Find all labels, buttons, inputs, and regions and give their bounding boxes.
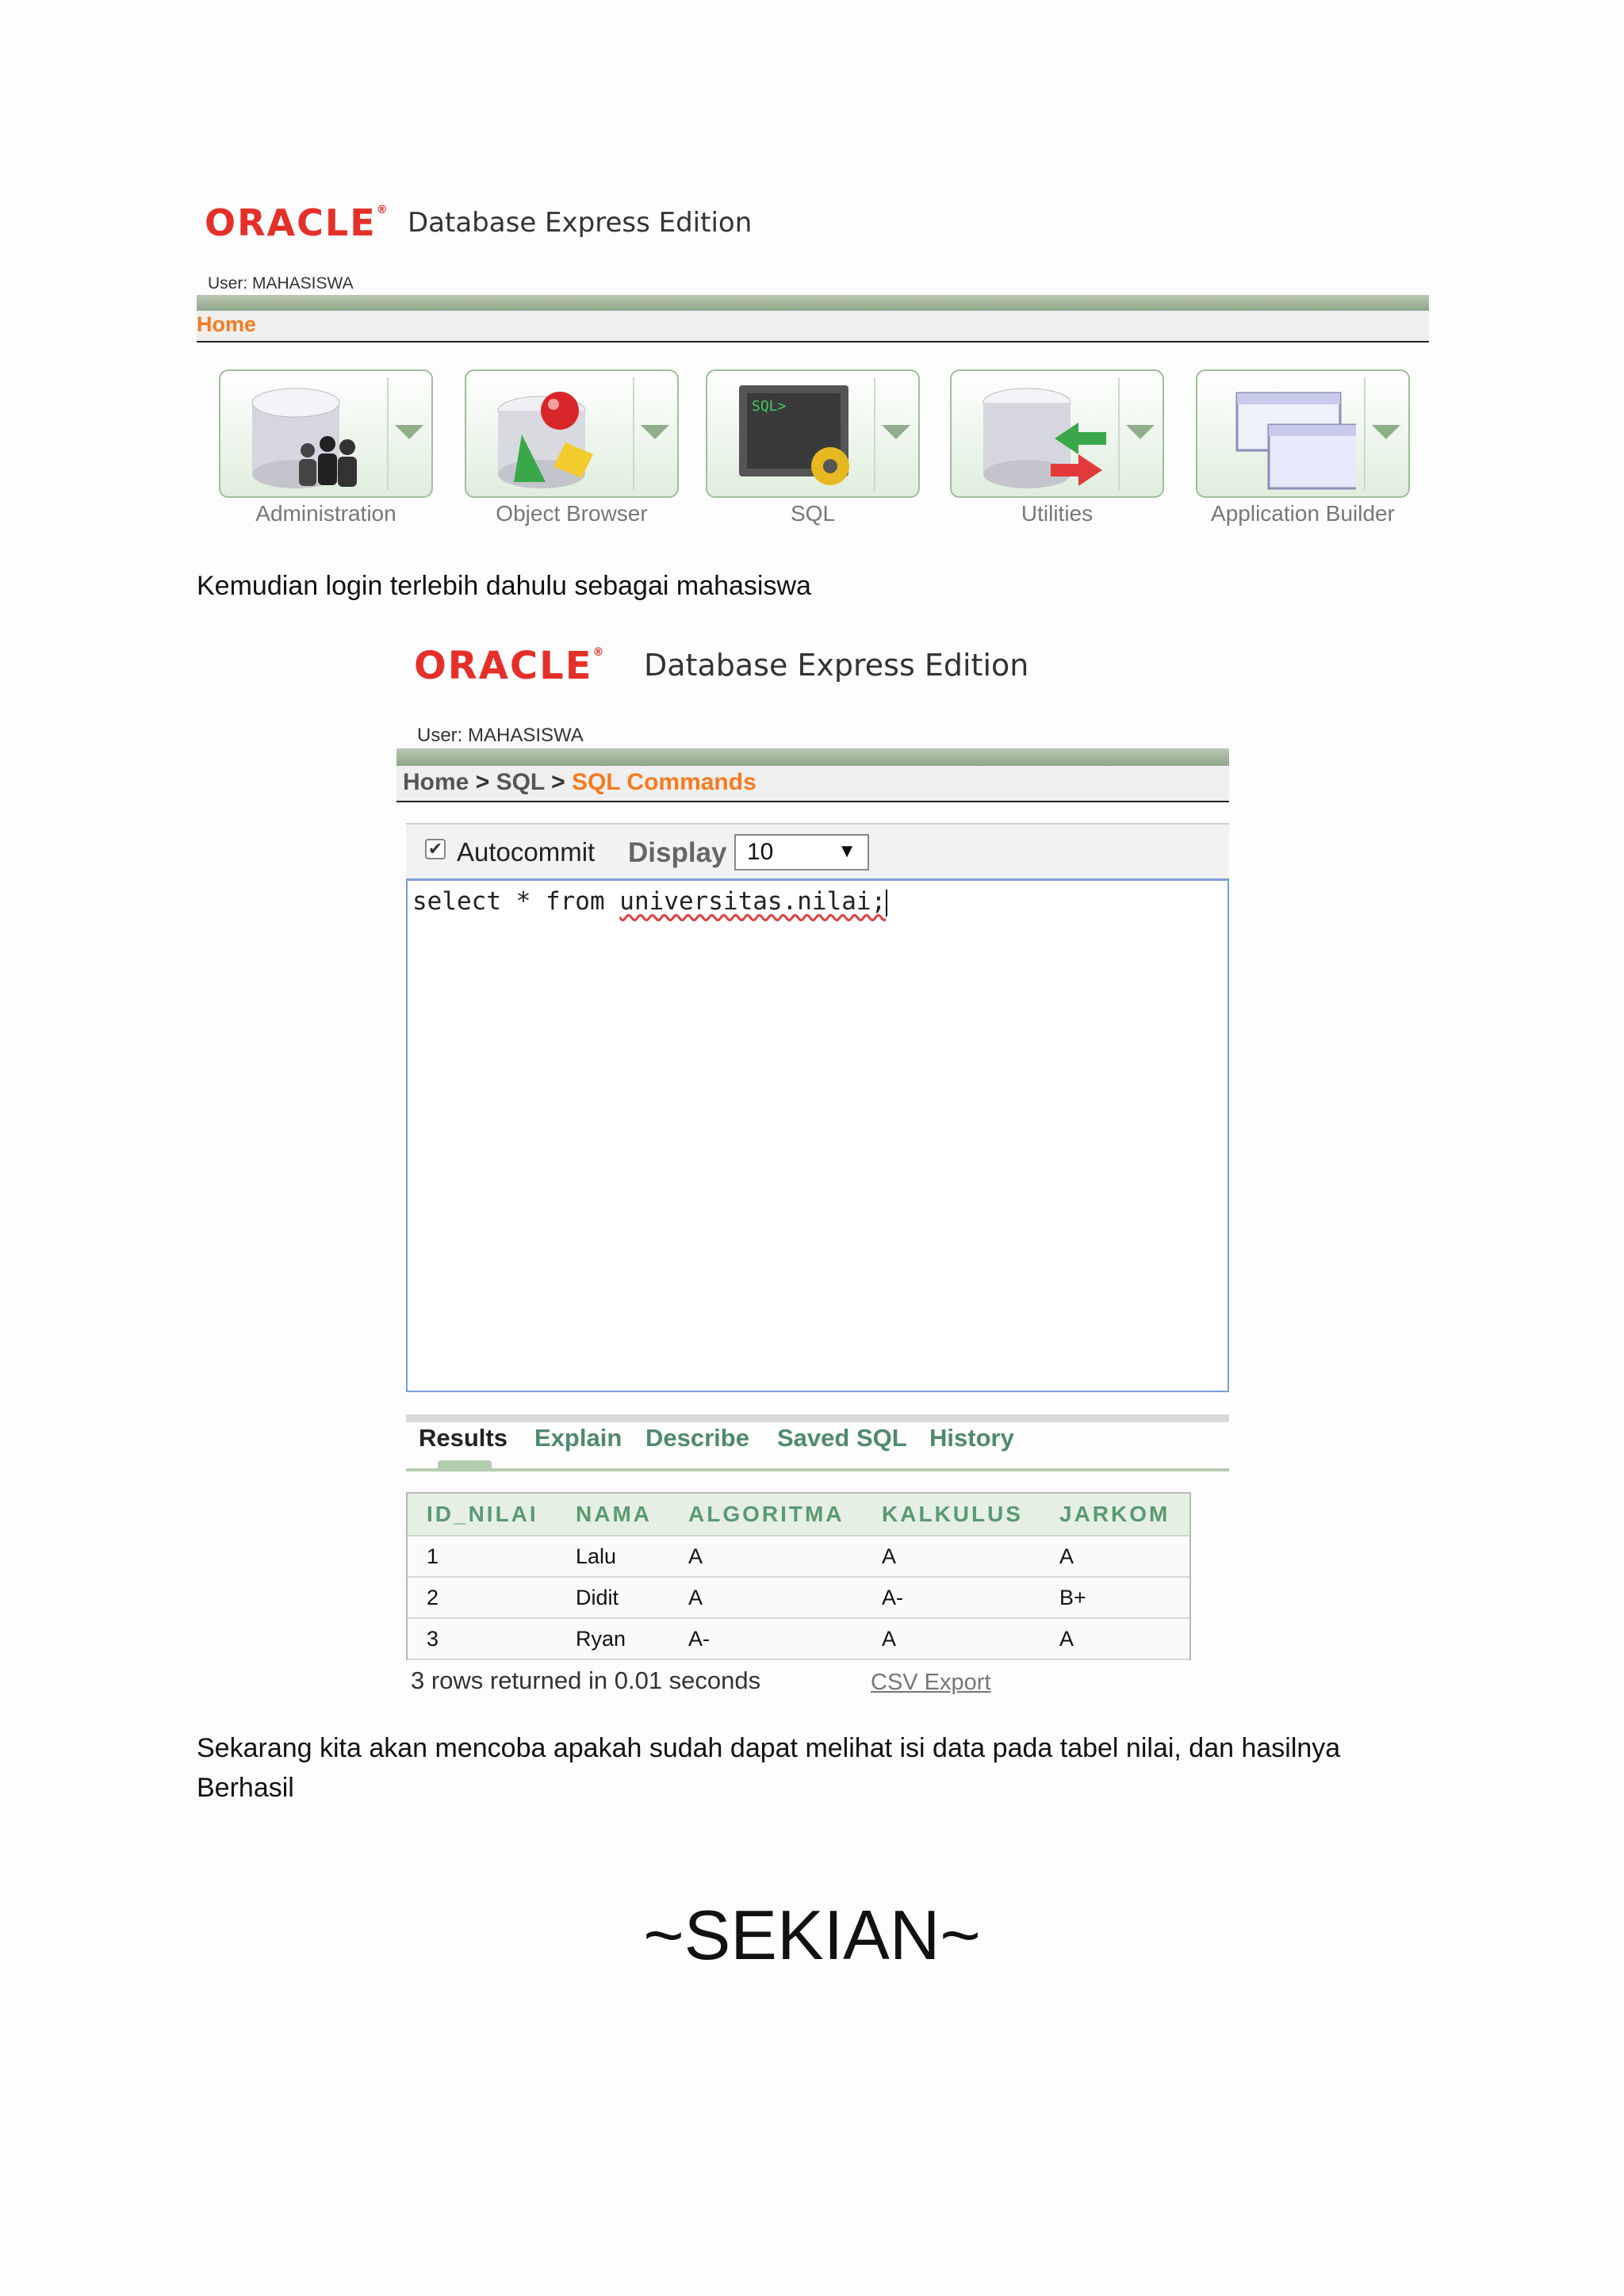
tab-explain[interactable]: Explain [534,1424,622,1452]
table-cell: 3 [408,1618,557,1659]
product-name: Database Express Edition [644,648,1029,683]
tile-application-builder[interactable] [1196,369,1410,498]
table-cell: A [863,1536,1040,1577]
tabs-bottom-line [406,1468,1229,1471]
tab-results[interactable]: Results [419,1424,508,1452]
table-header-row [408,1494,1189,1536]
breadcrumb-sql[interactable]: SQL [496,769,545,795]
caption-1: Kemudian login terlebih dahulu sebagai mahasiswa [197,571,811,601]
chevron-down-icon[interactable] [882,425,910,439]
user-label: User: MAHASISWA [417,725,584,746]
breadcrumb-bar [197,311,1429,342]
utilities-icon [975,379,1110,493]
table-cell: A- [669,1618,863,1659]
tile-label-object-browser: Object Browser [496,501,648,526]
header-bar [396,748,1229,766]
tile-object-browser[interactable] [465,369,679,498]
header-bar [197,295,1429,311]
display-label: Display [628,837,727,868]
svg-text:SQL>: SQL> [752,398,787,415]
autocommit-label: Autocommit [457,837,596,867]
breadcrumb-separator: > [475,769,490,795]
table-cell: B+ [1040,1577,1189,1618]
tile-label-utilities: Utilities [1021,501,1094,526]
table-row [408,1577,1189,1618]
results-table [408,1494,1189,1660]
table-cell: Ryan [557,1618,669,1659]
closing-text: ~SEKIAN~ [643,1896,981,1974]
administration-icon [244,379,379,493]
breadcrumb-separator: > [551,769,565,795]
breadcrumb-home[interactable]: Home [403,769,469,795]
tab-history[interactable]: History [929,1424,1014,1452]
table-cell: A [669,1577,863,1618]
table-row [408,1536,1189,1577]
column-header[interactable]: ALGORITMA [669,1494,863,1536]
table-cell: A [1040,1536,1189,1577]
chevron-down-icon[interactable] [641,425,669,439]
table-cell: A [1040,1618,1189,1659]
caption-2-line-2: Berhasil [197,1773,294,1803]
table-cell: A- [863,1577,1040,1618]
table-cell: Didit [557,1577,669,1618]
column-header[interactable]: JARKOM [1040,1494,1189,1536]
oracle-logo: ORACLE® [205,201,389,244]
autocommit-checkbox[interactable]: ✔ [425,839,446,859]
dropdown-arrow-icon: ▼ [837,840,856,862]
tile-label-application-builder: Application Builder [1211,501,1395,526]
tile-sql[interactable] [706,369,920,498]
sql-query: select * from universitas.nilai; [412,887,887,916]
chevron-down-icon[interactable] [1126,425,1155,439]
table-cell: A [863,1618,1040,1659]
breadcrumb-current: SQL Commands [571,769,756,795]
tab-describe[interactable]: Describe [645,1424,749,1452]
tabs-top-bar [406,1414,1229,1422]
chevron-down-icon[interactable] [395,425,423,439]
display-value: 10 [747,839,774,865]
tile-label-sql: SQL [790,501,836,526]
product-name: Database Express Edition [408,207,753,239]
status-text: 3 rows returned in 0.01 seconds [411,1667,761,1694]
display-select[interactable] [734,834,869,871]
breadcrumb-home[interactable]: Home [197,312,257,336]
caption-2-line-1: Sekarang kita akan mencoba apakah sudah dapat melihat isi data pada tabel nilai, dan hasilnya [197,1733,1341,1763]
tab-saved-sql[interactable]: Saved SQL [777,1424,907,1452]
oracle-logo: ORACLE® [414,644,606,688]
sql-icon [731,379,866,493]
table-row [408,1618,1189,1659]
csv-export-link[interactable]: CSV Export [871,1670,991,1695]
tile-utilities[interactable] [950,369,1164,498]
tile-label-administration: Administration [255,501,396,526]
tile-administration[interactable] [219,369,433,498]
text-caret [886,890,887,916]
column-header[interactable]: ID_NILAI [408,1494,557,1536]
sql-editor[interactable] [406,878,1229,1392]
table-cell: Lalu [557,1536,669,1577]
table-cell: A [669,1536,863,1577]
breadcrumb [403,769,756,796]
column-header[interactable]: KALKULUS [863,1494,1040,1536]
active-tab-indicator [438,1460,492,1468]
user-label: User: MAHASISWA [208,274,354,293]
object-browser-icon [490,379,625,493]
table-cell: 2 [408,1577,557,1618]
chevron-down-icon[interactable] [1372,425,1400,439]
table-cell: 1 [408,1536,557,1577]
application-builder-icon [1221,379,1356,493]
column-header[interactable]: NAMA [557,1494,669,1536]
